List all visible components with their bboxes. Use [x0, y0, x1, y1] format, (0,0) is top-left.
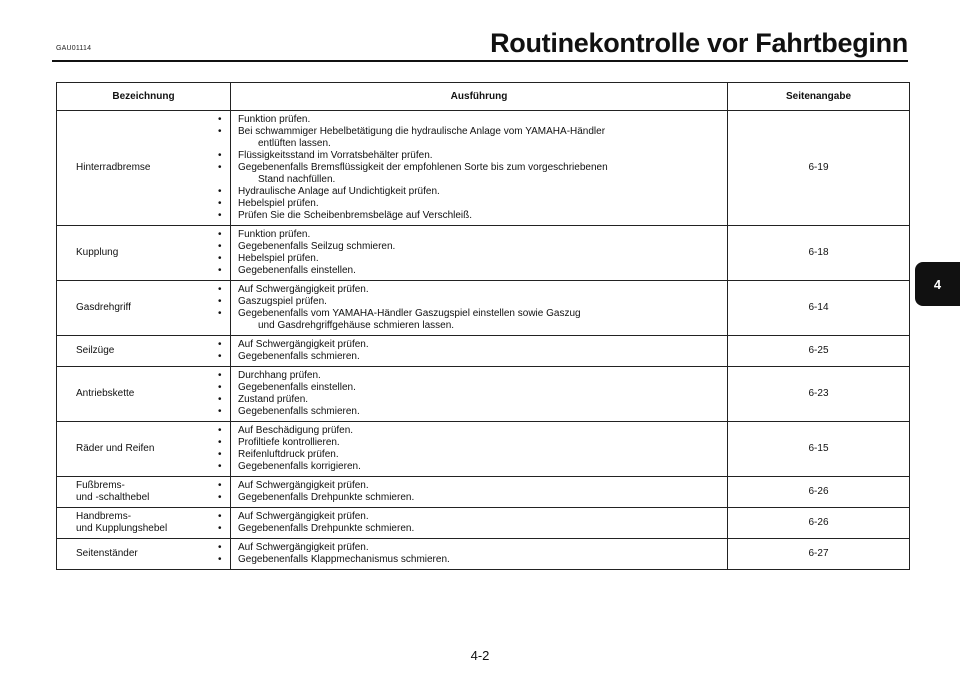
table-header-row: [57, 83, 910, 111]
action-item: • Gegebenenfalls vom YAMAHA-Händler Gaszugspiel einstellen sowie Gaszug und Gasdrehgriffgehäuse schmieren lassen.: [238, 308, 721, 332]
table-row: [57, 508, 910, 539]
table-row: [57, 111, 910, 226]
component-name: Antriebskette: [76, 388, 135, 399]
component-name-cell: [57, 539, 231, 570]
component-name: Gasdrehgriff: [76, 302, 131, 313]
actions-cell: [231, 367, 728, 422]
table-row: [57, 226, 910, 281]
page-number: 4-2: [470, 648, 490, 663]
action-item: • Gegebenenfalls korrigieren.: [238, 461, 721, 473]
action-item: • Auf Beschädigung prüfen.: [238, 425, 721, 437]
action-list: [238, 480, 721, 504]
action-item: • Hebelspiel prüfen.: [238, 198, 721, 210]
title-rule: [52, 60, 908, 62]
page-reference: 6-23: [728, 367, 910, 422]
action-item: • Gegebenenfalls Drehpunkte schmieren.: [238, 492, 721, 504]
action-item: • Gegebenenfalls schmieren.: [238, 351, 721, 363]
actions-cell: [231, 336, 728, 367]
component-name-cell: [57, 508, 231, 539]
action-item: • Auf Schwergängigkeit prüfen.: [238, 480, 721, 492]
action-item: • Gegebenenfalls Bremsflüssigkeit der empfohlenen Sorte bis zum vorgeschriebenen Stand nachfüllen.: [238, 162, 721, 186]
component-name: Kupplung: [76, 247, 119, 258]
action-list: [238, 425, 721, 473]
document-code: GAU01114: [56, 45, 92, 52]
action-item: • Flüssigkeitsstand im Vorratsbehälter prüfen.: [238, 150, 721, 162]
action-list: [238, 542, 721, 566]
action-list: [238, 229, 721, 277]
action-item: • Gegebenenfalls Drehpunkte schmieren.: [238, 523, 721, 535]
table-row: [57, 422, 910, 477]
action-item: • Gaszugspiel prüfen.: [238, 296, 721, 308]
actions-cell: [231, 508, 728, 539]
action-list: [238, 284, 721, 332]
component-name: Fußbrems-: [76, 480, 125, 491]
component-name-cell: [57, 422, 231, 477]
action-item: • Funktion prüfen.: [238, 114, 721, 126]
action-item: • Auf Schwergängigkeit prüfen.: [238, 511, 721, 523]
inspection-table: [56, 82, 910, 570]
component-name: und -schalthebel: [76, 492, 150, 503]
actions-cell: [231, 111, 728, 226]
page-reference: 6-27: [728, 539, 910, 570]
actions-cell: [231, 477, 728, 508]
component-name-cell: [57, 281, 231, 336]
column-header-bezeichnung: Bezeichnung: [57, 83, 231, 111]
actions-cell: [231, 226, 728, 281]
action-item: • Funktion prüfen.: [238, 229, 721, 241]
component-name: Handbrems-: [76, 511, 132, 522]
component-name-cell: [57, 367, 231, 422]
page-reference: 6-26: [728, 477, 910, 508]
table-body: [57, 111, 910, 570]
page-reference: 6-14: [728, 281, 910, 336]
action-item: • Auf Schwergängigkeit prüfen.: [238, 542, 721, 554]
column-header-ausfuehrung: Ausführung: [231, 83, 728, 111]
action-item: • Bei schwammiger Hebelbetätigung die hydraulische Anlage vom YAMAHA-Händler entlüften lassen.: [238, 126, 721, 150]
actions-cell: [231, 422, 728, 477]
component-name-cell: [57, 477, 231, 508]
action-list: [238, 339, 721, 363]
chapter-tab: 4: [915, 262, 960, 306]
action-item: • Zustand prüfen.: [238, 394, 721, 406]
action-item: • Gegebenenfalls einstellen.: [238, 382, 721, 394]
table-row: [57, 539, 910, 570]
component-name: Hinterradbremse: [76, 162, 151, 173]
component-name: und Kupplungshebel: [76, 523, 168, 534]
action-item: • Hydraulische Anlage auf Undichtigkeit prüfen.: [238, 186, 721, 198]
table-row: [57, 367, 910, 422]
action-item: • Gegebenenfalls schmieren.: [238, 406, 721, 418]
action-item: • Reifenluftdruck prüfen.: [238, 449, 721, 461]
column-header-seitenangabe: Seitenangabe: [728, 83, 910, 111]
page-reference: 6-25: [728, 336, 910, 367]
action-list: [238, 370, 721, 418]
action-item: • Hebelspiel prüfen.: [238, 253, 721, 265]
action-item: • Profiltiefe kontrollieren.: [238, 437, 721, 449]
action-item: • Gegebenenfalls einstellen.: [238, 265, 721, 277]
action-list: [238, 511, 721, 535]
action-item: • Gegebenenfalls Seilzug schmieren.: [238, 241, 721, 253]
page-title: Routinekontrolle vor Fahrtbeginn: [490, 28, 908, 58]
action-item: • Prüfen Sie die Scheibenbremsbeläge auf Verschleiß.: [238, 210, 721, 222]
page-reference: 6-26: [728, 508, 910, 539]
action-list: [238, 114, 721, 222]
actions-cell: [231, 281, 728, 336]
action-item: • Durchhang prüfen.: [238, 370, 721, 382]
component-name: Seilzüge: [76, 345, 115, 356]
table-row: [57, 477, 910, 508]
table-row: [57, 281, 910, 336]
action-item: • Auf Schwergängigkeit prüfen.: [238, 339, 721, 351]
action-item: • Gegebenenfalls Klappmechanismus schmieren.: [238, 554, 721, 566]
component-name: Räder und Reifen: [76, 443, 155, 454]
page-reference: 6-18: [728, 226, 910, 281]
table-row: [57, 336, 910, 367]
page-reference: 6-19: [728, 111, 910, 226]
action-item: • Auf Schwergängigkeit prüfen.: [238, 284, 721, 296]
page-reference: 6-15: [728, 422, 910, 477]
component-name-cell: [57, 336, 231, 367]
component-name-cell: [57, 111, 231, 226]
component-name: Seitenständer: [76, 548, 138, 559]
actions-cell: [231, 539, 728, 570]
component-name-cell: [57, 226, 231, 281]
